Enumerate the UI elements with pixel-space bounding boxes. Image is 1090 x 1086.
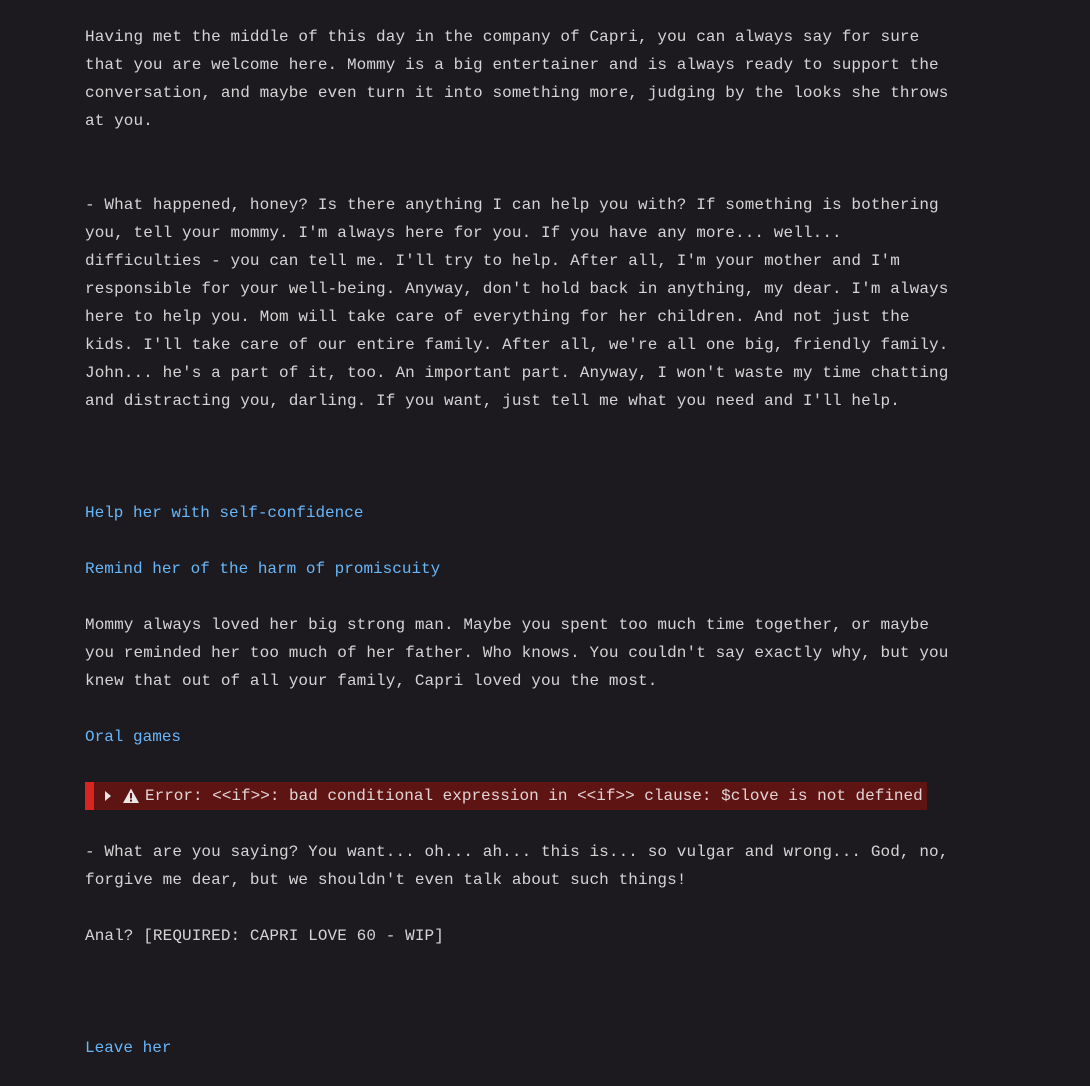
link-remind-promiscuity[interactable]: Remind her of the harm of promiscuity: [85, 560, 441, 578]
link-oral-games[interactable]: Oral games: [85, 728, 182, 746]
caret-right-icon[interactable]: [105, 791, 111, 801]
error-banner[interactable]: [85, 782, 927, 810]
error-message: Error: <<if>>: bad conditional expression in <<if>> clause: $clove is not defined: [145, 787, 923, 805]
link-leave-her[interactable]: Leave her: [85, 1039, 172, 1057]
capri-dialogue-paragraph: - What happened, honey? Is there anything I can help you with? If something is bothering you, tell your mommy. I'm always here for you. If you have any more... well... difficulties - you can tell me. I'll try to help. After all, I'm your mother and I'm responsible for your well-being. Anyway, don't hold back in anything, my dear. I'm always here to help you. Mom will take care of everything for her children. And not just the kids. I'll take care of our entire family. After all, we're all one big, friendly family. John... he's a part of it, too. An important part. Anyway, I won't waste my time chatting and distracting you, darling. If you want, just tell me what you need and I'll help.: [85, 196, 949, 410]
narration-paragraph: Mommy always loved her big strong man. Maybe you spent too much time together, or maybe you reminded her too much of her father. Who knows. You couldn't say exactly why, but you knew that out of all your family, Capri loved you the most.: [85, 616, 949, 690]
warning-icon: [122, 787, 140, 805]
link-help-self-confidence[interactable]: Help her with self-confidence: [85, 504, 364, 522]
intro-paragraph: Having met the middle of this day in the company of Capri, you can always say for sure that you are welcome here. Mommy is a big entertainer and is always ready to support the conversation, and maybe even turn it into something more, judging by the looks she throws at you.: [85, 28, 949, 130]
reaction-paragraph: - What are you saying? You want... oh... ah... this is... so vulgar and wrong... God, no, forgive me dear, but we shouldn't even talk about such things!: [85, 843, 949, 889]
locked-option-text: Anal? [REQUIRED: CAPRI LOVE 60 - WIP]: [85, 927, 444, 945]
